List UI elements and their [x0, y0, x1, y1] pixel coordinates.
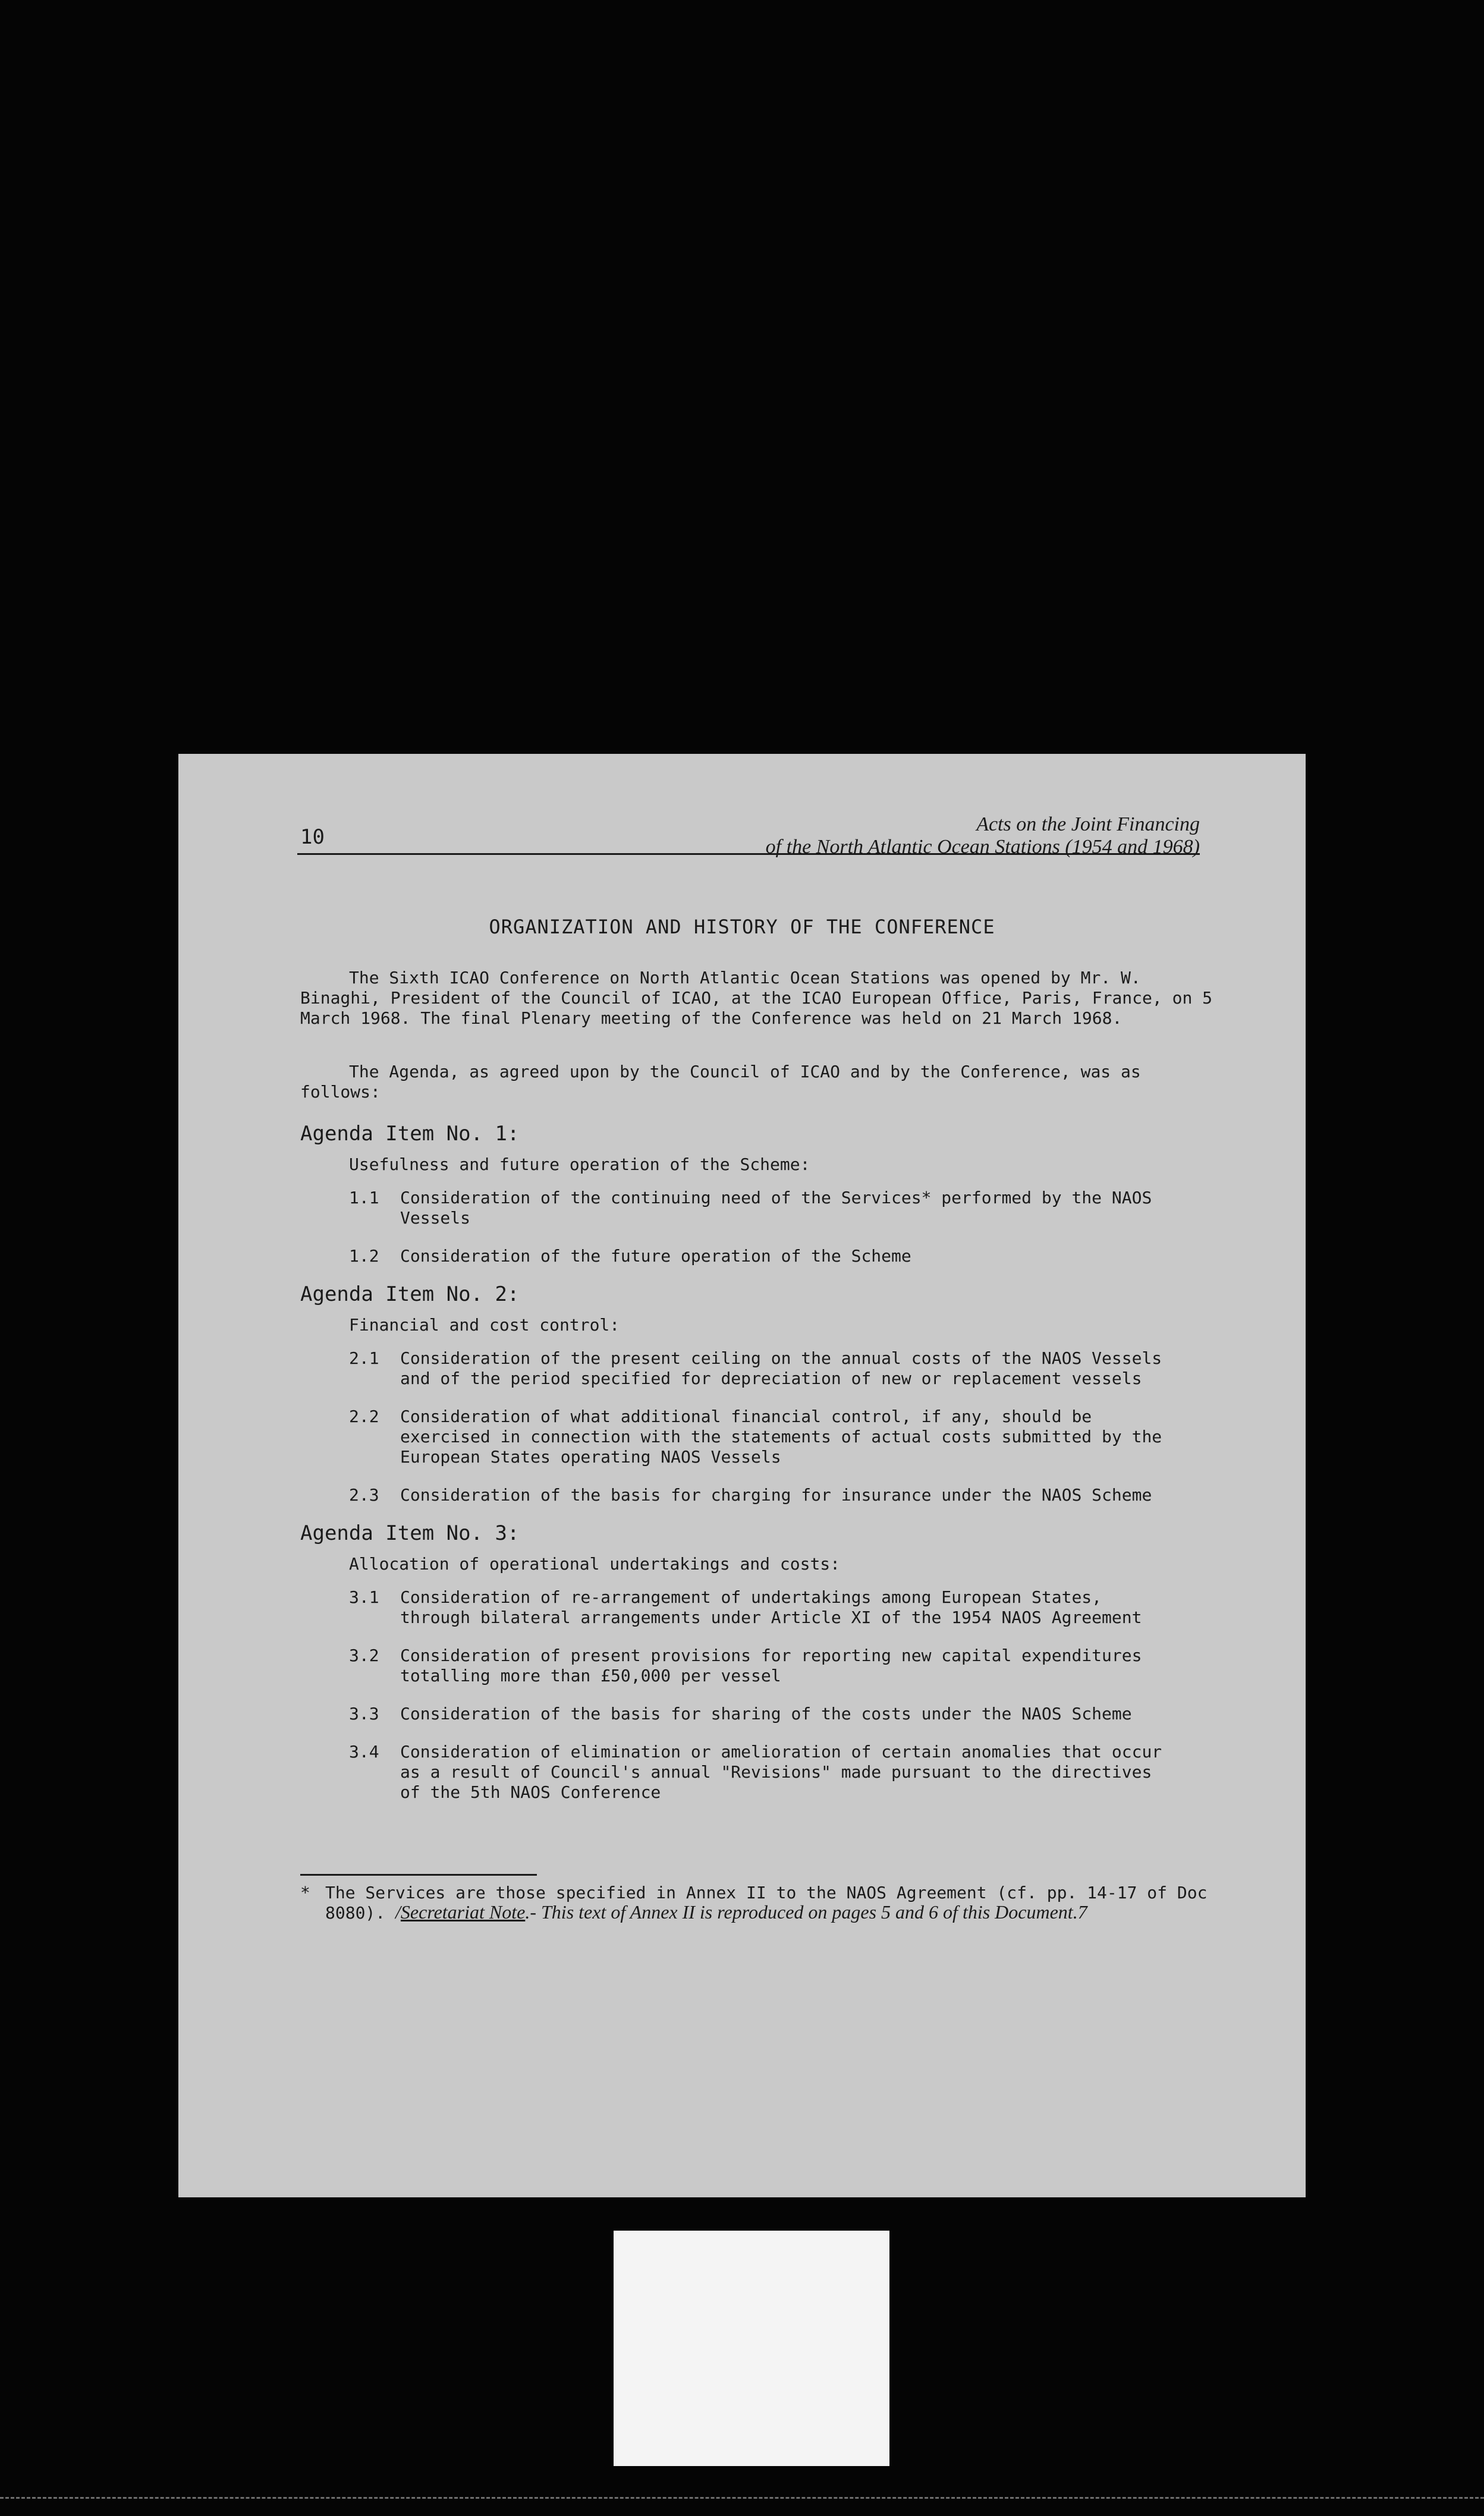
footnote-rule [300, 1874, 537, 1876]
note-open-bracket: / [395, 1901, 401, 1923]
sub-item-number: 2.1 [349, 1348, 379, 1368]
sub-item-text: Consideration of re-arrangement of undertakings among European States, through bilateral arrangements under Article XI of the 1954 NAOS Agreement [400, 1587, 1142, 1627]
document-body [300, 968, 1216, 1820]
sub-item-number: 3.3 [349, 1704, 379, 1724]
sub-item-text: Consideration of what additional financial control, if any, should be exercised in connection with the statements of actual costs submitted by the European States operating NAOS Vessels [400, 1407, 1162, 1467]
page-title: ORGANIZATION AND HISTORY OF THE CONFERENCE [489, 916, 995, 938]
sub-item-number: 1.2 [349, 1246, 379, 1266]
header-rule [297, 853, 1200, 855]
agenda-sub-item [349, 1704, 1216, 1724]
sub-item-text: Consideration of present provisions for reporting new capital expenditures totalling more than £50,000 per vessel [400, 1646, 1142, 1685]
agenda-sub-item [349, 1646, 1216, 1686]
footnote-text: The Services are those specified in Annex II to the NAOS Agreement (cf. pp. 14-17 of Doc 8080). [325, 1883, 1208, 1923]
agenda-heading: Agenda Item No. 1: [300, 1122, 520, 1146]
running-title-line2: of the North Atlantic Ocean Stations (1954 and 1968) [765, 836, 1200, 858]
sub-item-number: 1.1 [349, 1188, 379, 1207]
document-page [178, 754, 1306, 2197]
sub-item-number: 3.1 [349, 1587, 379, 1607]
agenda-heading: Agenda Item No. 3: [300, 1521, 520, 1545]
agenda-intro: Usefulness and future operation of the Scheme: [349, 1155, 810, 1174]
secretariat-note [395, 1901, 1087, 1923]
agenda-intro-paragraph: The Agenda, as agreed upon by the Council of ICAO and by the Conference, was as follows: [300, 1062, 1141, 1102]
intro-paragraph: The Sixth ICAO Conference on North Atlantic Ocean Stations was opened by Mr. W. Binaghi, President of the Council of ICAO, at the ICAO European Office, Paris, France, on 5 March 1968. The final Plenary meeting of the Conference was held on 21 March 1968. [300, 968, 1213, 1028]
agenda-intro: Financial and cost control: [349, 1315, 620, 1335]
sub-item-number: 2.3 [349, 1485, 379, 1505]
sub-item-number: 3.2 [349, 1646, 379, 1665]
page-number: 10 [300, 825, 325, 849]
sub-item-text: Consideration of the basis for sharing of the costs under the NAOS Scheme [400, 1704, 1132, 1724]
blank-target-card [614, 2231, 889, 2466]
agenda-item-1 [300, 1124, 1216, 1266]
agenda-sub-item [349, 1188, 1216, 1228]
note-text: .- This text of Annex II is reproduced on pages 5 and 6 of this Document. [525, 1901, 1078, 1923]
agenda-sub-item [349, 1246, 1216, 1266]
agenda-sub-item [349, 1742, 1216, 1803]
sub-item-text: Consideration of the basis for charging for insurance under the NAOS Scheme [400, 1485, 1152, 1505]
agenda-item-2 [300, 1284, 1216, 1505]
footnote [300, 1883, 1216, 1923]
footnote-body [325, 1883, 1216, 1923]
running-header [766, 813, 1200, 858]
agenda-sub-item [349, 1485, 1216, 1505]
scan-edge-line [0, 2497, 1484, 2499]
agenda-sub-item [349, 1587, 1216, 1628]
footnote-mark: * [300, 1883, 310, 1902]
agenda-sub-item [349, 1348, 1216, 1389]
sub-item-text: Consideration of the future operation of the Scheme [400, 1246, 911, 1266]
sub-item-number: 3.4 [349, 1742, 379, 1762]
running-title-line1: Acts on the Joint Financing [976, 813, 1200, 835]
agenda-intro: Allocation of operational undertakings and costs: [349, 1554, 841, 1574]
note-close-bracket: 7 [1077, 1901, 1087, 1923]
note-label: Secretariat Note [400, 1901, 526, 1923]
sub-item-text: Consideration of elimination or amelioration of certain anomalies that occur as a result of Council's annual "Revisions" made pursuant to the directives of the 5th NAOS Conference [400, 1742, 1162, 1802]
sub-item-number: 2.2 [349, 1407, 379, 1426]
agenda-sub-item [349, 1407, 1216, 1467]
sub-item-text: Consideration of the continuing need of the Services* performed by the NAOS Vessels [400, 1188, 1152, 1228]
agenda-heading: Agenda Item No. 2: [300, 1282, 520, 1306]
agenda-item-3 [300, 1523, 1216, 1803]
sub-item-text: Consideration of the present ceiling on the annual costs of the NAOS Vessels and of the period specified for depreciation of new or replacement vessels [400, 1348, 1162, 1388]
